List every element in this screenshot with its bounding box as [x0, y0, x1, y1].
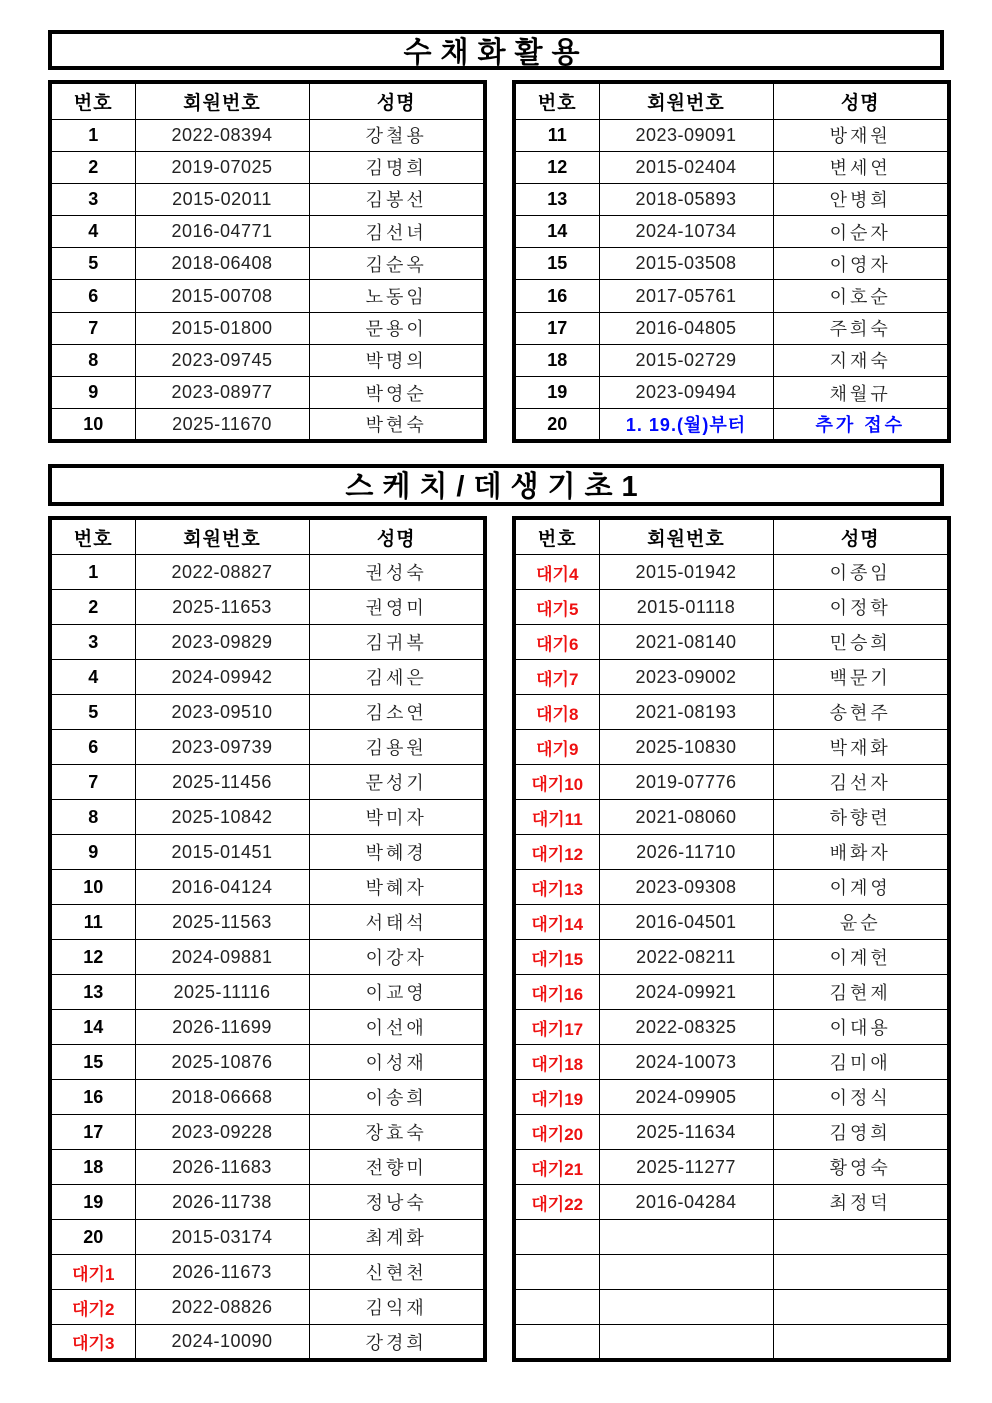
row-no-cell: 12	[50, 940, 135, 975]
header-no: 번호	[50, 82, 135, 119]
name-cell: 박미자	[309, 800, 485, 835]
row-no-cell: 13	[50, 975, 135, 1010]
member-id-cell: 2015-01118	[599, 590, 773, 625]
table-row	[514, 1290, 949, 1325]
name-cell: 이송희	[309, 1080, 485, 1115]
table-row	[50, 1290, 485, 1325]
table-row	[514, 800, 949, 835]
table-row	[514, 1255, 949, 1290]
name-cell: 이호순	[773, 280, 949, 312]
member-id-cell: 2023-09091	[599, 119, 773, 151]
table-row	[50, 660, 485, 695]
member-id-cell: 2023-08977	[135, 377, 309, 409]
table-row	[50, 377, 485, 409]
member-id-cell: 2026-11673	[135, 1255, 309, 1290]
table-row	[514, 248, 949, 280]
name-cell: 하향련	[773, 800, 949, 835]
table-row	[514, 555, 949, 590]
row-no-cell	[514, 1255, 599, 1290]
member-id-cell: 2024-09881	[135, 940, 309, 975]
table-row	[50, 1150, 485, 1185]
row-no-cell: 대기4	[514, 555, 599, 590]
member-id-cell: 2026-11710	[599, 835, 773, 870]
name-cell: 윤순	[773, 905, 949, 940]
table-row	[50, 695, 485, 730]
row-no-cell: 10	[50, 409, 135, 441]
name-cell: 김세은	[309, 660, 485, 695]
watercolor-table-left	[48, 80, 487, 443]
row-no-cell: 9	[50, 377, 135, 409]
name-cell: 전향미	[309, 1150, 485, 1185]
name-cell: 이종임	[773, 555, 949, 590]
row-no-cell: 20	[514, 409, 599, 441]
header-member-id: 회원번호	[135, 82, 309, 119]
name-cell: 박혜경	[309, 835, 485, 870]
table-row	[50, 312, 485, 344]
row-no-cell: 13	[514, 183, 599, 215]
row-no-cell: 2	[50, 151, 135, 183]
member-id-cell: 2024-09942	[135, 660, 309, 695]
member-id-cell: 2023-09308	[599, 870, 773, 905]
name-cell: 방재원	[773, 119, 949, 151]
header-member-id: 회원번호	[599, 518, 773, 555]
row-no-cell: 17	[514, 312, 599, 344]
member-id-cell: 2024-09905	[599, 1080, 773, 1115]
name-cell: 서태석	[309, 905, 485, 940]
sketch-tables	[48, 516, 944, 1362]
member-id-cell: 2023-09745	[135, 344, 309, 376]
table-row	[514, 870, 949, 905]
row-no-cell: 16	[50, 1080, 135, 1115]
member-id-cell: 2016-04284	[599, 1185, 773, 1220]
member-id-cell: 2025-10876	[135, 1045, 309, 1080]
table-row	[514, 1325, 949, 1360]
member-id-cell	[599, 1255, 773, 1290]
row-no-cell: 대기21	[514, 1150, 599, 1185]
row-no-cell: 대기1	[50, 1255, 135, 1290]
row-no-cell: 19	[50, 1185, 135, 1220]
table-row	[514, 377, 949, 409]
sketch-table-left	[48, 516, 487, 1362]
row-no-cell: 대기20	[514, 1115, 599, 1150]
header-name: 성명	[773, 518, 949, 555]
member-id-cell: 2023-09002	[599, 660, 773, 695]
table-row	[50, 975, 485, 1010]
name-cell: 김익재	[309, 1290, 485, 1325]
row-no-cell: 6	[50, 280, 135, 312]
name-cell: 최계화	[309, 1220, 485, 1255]
member-id-cell: 2016-04124	[135, 870, 309, 905]
table-row	[514, 409, 949, 441]
table-row	[50, 870, 485, 905]
member-id-cell: 2016-04501	[599, 905, 773, 940]
name-cell: 장효숙	[309, 1115, 485, 1150]
member-id-cell: 2021-08140	[599, 625, 773, 660]
name-cell: 김봉선	[309, 183, 485, 215]
name-cell: 문성기	[309, 765, 485, 800]
name-cell: 김용원	[309, 730, 485, 765]
member-id-cell: 2021-08060	[599, 800, 773, 835]
name-cell: 김명희	[309, 151, 485, 183]
name-cell: 문용이	[309, 312, 485, 344]
name-cell: 신현천	[309, 1255, 485, 1290]
row-no-cell: 대기15	[514, 940, 599, 975]
name-cell: 추가 접수	[773, 409, 949, 441]
name-cell: 강철용	[309, 119, 485, 151]
table-row	[514, 1220, 949, 1255]
table-row	[50, 216, 485, 248]
header-row	[514, 82, 949, 119]
table-row	[50, 555, 485, 590]
row-no-cell: 7	[50, 312, 135, 344]
sketch-table-right	[512, 516, 951, 1362]
member-id-cell: 2019-07025	[135, 151, 309, 183]
row-no-cell: 19	[514, 377, 599, 409]
member-id-cell: 2015-02011	[135, 183, 309, 215]
member-id-cell: 2026-11738	[135, 1185, 309, 1220]
row-no-cell: 12	[514, 151, 599, 183]
member-id-cell: 2015-03174	[135, 1220, 309, 1255]
name-cell: 노동임	[309, 280, 485, 312]
row-no-cell: 14	[50, 1010, 135, 1045]
row-no-cell: 대기10	[514, 765, 599, 800]
member-id-cell: 2015-01451	[135, 835, 309, 870]
table-row	[50, 1220, 485, 1255]
row-no-cell: 18	[50, 1150, 135, 1185]
name-cell: 권성숙	[309, 555, 485, 590]
table-row	[514, 216, 949, 248]
row-no-cell: 3	[50, 625, 135, 660]
name-cell: 채월규	[773, 377, 949, 409]
row-no-cell: 대기2	[50, 1290, 135, 1325]
table-row	[50, 248, 485, 280]
name-cell: 강경희	[309, 1325, 485, 1360]
row-no-cell: 1	[50, 119, 135, 151]
table-row	[50, 344, 485, 376]
table-row	[514, 975, 949, 1010]
name-cell: 박영순	[309, 377, 485, 409]
row-no-cell: 14	[514, 216, 599, 248]
member-id-cell: 2023-09739	[135, 730, 309, 765]
member-id-cell: 2025-10830	[599, 730, 773, 765]
member-id-cell: 2024-10090	[135, 1325, 309, 1360]
table-row	[514, 183, 949, 215]
table-row	[514, 730, 949, 765]
table-row	[514, 940, 949, 975]
header-member-id: 회원번호	[135, 518, 309, 555]
member-id-cell: 2015-02404	[599, 151, 773, 183]
row-no-cell: 대기16	[514, 975, 599, 1010]
member-id-cell: 2025-11634	[599, 1115, 773, 1150]
row-no-cell: 대기5	[514, 590, 599, 625]
table-row	[50, 1185, 485, 1220]
row-no-cell: 대기6	[514, 625, 599, 660]
row-no-cell: 5	[50, 695, 135, 730]
name-cell: 김영희	[773, 1115, 949, 1150]
member-id-cell: 2021-08193	[599, 695, 773, 730]
table-row	[50, 905, 485, 940]
table-row	[514, 905, 949, 940]
name-cell: 지재숙	[773, 344, 949, 376]
section-title-text: 스케치/데생기초1	[345, 471, 647, 504]
member-id-cell: 2018-06668	[135, 1080, 309, 1115]
name-cell: 김미애	[773, 1045, 949, 1080]
name-cell: 박명의	[309, 344, 485, 376]
header-member-id: 회원번호	[599, 82, 773, 119]
member-id-cell: 2025-11670	[135, 409, 309, 441]
name-cell: 김현제	[773, 975, 949, 1010]
name-cell: 김순옥	[309, 248, 485, 280]
header-no: 번호	[514, 82, 599, 119]
row-no-cell: 대기19	[514, 1080, 599, 1115]
table-row	[514, 660, 949, 695]
name-cell: 이영자	[773, 248, 949, 280]
member-id-cell: 2026-11699	[135, 1010, 309, 1045]
member-id-cell: 2025-11653	[135, 590, 309, 625]
row-no-cell	[514, 1220, 599, 1255]
member-id-cell: 2016-04805	[599, 312, 773, 344]
name-cell: 이계영	[773, 870, 949, 905]
table-row	[50, 1010, 485, 1045]
member-id-cell: 2024-10073	[599, 1045, 773, 1080]
name-cell: 이정식	[773, 1080, 949, 1115]
name-cell: 박현숙	[309, 409, 485, 441]
name-cell: 이교영	[309, 975, 485, 1010]
member-id-cell: 2024-09921	[599, 975, 773, 1010]
member-id-cell: 2022-08211	[599, 940, 773, 975]
row-no-cell	[514, 1290, 599, 1325]
name-cell: 배화자	[773, 835, 949, 870]
member-id-cell: 2022-08394	[135, 119, 309, 151]
name-cell: 최정덕	[773, 1185, 949, 1220]
table-row	[514, 835, 949, 870]
table-row	[514, 590, 949, 625]
name-cell: 변세연	[773, 151, 949, 183]
table-row	[514, 765, 949, 800]
member-id-cell: 2022-08827	[135, 555, 309, 590]
row-no-cell	[514, 1325, 599, 1360]
name-cell: 김선자	[773, 765, 949, 800]
member-id-cell	[599, 1220, 773, 1255]
name-cell: 박혜자	[309, 870, 485, 905]
table-row	[50, 151, 485, 183]
section-title-text: 수채화활용	[403, 36, 589, 69]
name-cell: 박재화	[773, 730, 949, 765]
header-no: 번호	[514, 518, 599, 555]
row-no-cell: 5	[50, 248, 135, 280]
table-row	[50, 1325, 485, 1360]
row-no-cell: 2	[50, 590, 135, 625]
table-row	[50, 800, 485, 835]
watercolor-tables	[48, 80, 944, 443]
member-id-cell: 2023-09228	[135, 1115, 309, 1150]
name-cell: 이강자	[309, 940, 485, 975]
row-no-cell: 16	[514, 280, 599, 312]
table-row	[50, 765, 485, 800]
table-row	[514, 1185, 949, 1220]
row-no-cell: 20	[50, 1220, 135, 1255]
header-row	[514, 518, 949, 555]
section-title-sketch	[48, 464, 944, 506]
row-no-cell: 대기17	[514, 1010, 599, 1045]
row-no-cell: 대기3	[50, 1325, 135, 1360]
row-no-cell: 4	[50, 216, 135, 248]
table-row	[50, 1255, 485, 1290]
name-cell: 김소연	[309, 695, 485, 730]
row-no-cell: 대기18	[514, 1045, 599, 1080]
table-row	[50, 183, 485, 215]
row-no-cell: 대기7	[514, 660, 599, 695]
table-row	[50, 1045, 485, 1080]
name-cell: 주희숙	[773, 312, 949, 344]
member-id-cell: 2015-01800	[135, 312, 309, 344]
table-row	[50, 940, 485, 975]
row-no-cell: 10	[50, 870, 135, 905]
header-name: 성명	[309, 82, 485, 119]
row-no-cell: 1	[50, 555, 135, 590]
member-id-cell: 2024-10734	[599, 216, 773, 248]
table-row	[50, 1115, 485, 1150]
name-cell: 이성재	[309, 1045, 485, 1080]
table-row	[514, 119, 949, 151]
table-row	[514, 1080, 949, 1115]
table-row	[514, 1150, 949, 1185]
name-cell: 이정학	[773, 590, 949, 625]
row-no-cell: 대기8	[514, 695, 599, 730]
name-cell: 이계헌	[773, 940, 949, 975]
row-no-cell: 3	[50, 183, 135, 215]
table-row	[514, 1045, 949, 1080]
member-id-cell: 2016-04771	[135, 216, 309, 248]
row-no-cell: 대기11	[514, 800, 599, 835]
table-row	[514, 1115, 949, 1150]
row-no-cell: 대기9	[514, 730, 599, 765]
row-no-cell: 15	[514, 248, 599, 280]
name-cell: 송현주	[773, 695, 949, 730]
header-name: 성명	[309, 518, 485, 555]
name-cell: 민승희	[773, 625, 949, 660]
member-id-cell: 2025-11116	[135, 975, 309, 1010]
member-id-cell: 2018-05893	[599, 183, 773, 215]
row-no-cell: 7	[50, 765, 135, 800]
member-id-cell: 2023-09510	[135, 695, 309, 730]
member-id-cell	[599, 1325, 773, 1360]
name-cell: 황영숙	[773, 1150, 949, 1185]
row-no-cell: 대기22	[514, 1185, 599, 1220]
name-cell	[773, 1325, 949, 1360]
name-cell	[773, 1290, 949, 1325]
member-id-cell: 2022-08826	[135, 1290, 309, 1325]
name-cell: 안병희	[773, 183, 949, 215]
member-id-cell: 2015-03508	[599, 248, 773, 280]
member-id-cell: 2023-09494	[599, 377, 773, 409]
member-id-cell: 2026-11683	[135, 1150, 309, 1185]
name-cell: 김선녀	[309, 216, 485, 248]
row-no-cell: 17	[50, 1115, 135, 1150]
name-cell: 권영미	[309, 590, 485, 625]
table-row	[50, 409, 485, 441]
member-id-cell: 2017-05761	[599, 280, 773, 312]
name-cell	[773, 1220, 949, 1255]
row-no-cell: 4	[50, 660, 135, 695]
member-id-cell: 2019-07776	[599, 765, 773, 800]
row-no-cell: 대기12	[514, 835, 599, 870]
watercolor-table-right	[512, 80, 951, 443]
member-id-cell: 2025-10842	[135, 800, 309, 835]
member-id-cell: 2025-11277	[599, 1150, 773, 1185]
row-no-cell: 대기13	[514, 870, 599, 905]
table-row	[50, 590, 485, 625]
table-row	[50, 280, 485, 312]
table-row	[514, 344, 949, 376]
member-id-cell: 2022-08325	[599, 1010, 773, 1045]
member-id-cell	[599, 1290, 773, 1325]
row-no-cell: 9	[50, 835, 135, 870]
header-row	[50, 518, 485, 555]
table-row	[50, 835, 485, 870]
row-no-cell: 대기14	[514, 905, 599, 940]
table-row	[514, 1010, 949, 1045]
table-row	[50, 625, 485, 660]
member-id-cell: 2018-06408	[135, 248, 309, 280]
table-row	[50, 119, 485, 151]
header-no: 번호	[50, 518, 135, 555]
header-name: 성명	[773, 82, 949, 119]
table-row	[514, 151, 949, 183]
member-id-cell: 2023-09829	[135, 625, 309, 660]
row-no-cell: 8	[50, 344, 135, 376]
row-no-cell: 11	[514, 119, 599, 151]
row-no-cell: 18	[514, 344, 599, 376]
table-row	[514, 280, 949, 312]
member-id-cell: 1. 19.(월)부터	[599, 409, 773, 441]
member-id-cell: 2015-00708	[135, 280, 309, 312]
row-no-cell: 6	[50, 730, 135, 765]
name-cell: 이대용	[773, 1010, 949, 1045]
name-cell: 김귀복	[309, 625, 485, 660]
table-row	[514, 695, 949, 730]
section-title-watercolor	[48, 30, 944, 70]
member-id-cell: 2015-02729	[599, 344, 773, 376]
table-row	[50, 1080, 485, 1115]
header-row	[50, 82, 485, 119]
row-no-cell: 11	[50, 905, 135, 940]
name-cell: 정낭숙	[309, 1185, 485, 1220]
member-id-cell: 2015-01942	[599, 555, 773, 590]
table-row	[514, 625, 949, 660]
name-cell	[773, 1255, 949, 1290]
name-cell: 이선애	[309, 1010, 485, 1045]
name-cell: 백문기	[773, 660, 949, 695]
member-id-cell: 2025-11563	[135, 905, 309, 940]
row-no-cell: 8	[50, 800, 135, 835]
row-no-cell: 15	[50, 1045, 135, 1080]
table-row	[514, 312, 949, 344]
member-id-cell: 2025-11456	[135, 765, 309, 800]
name-cell: 이순자	[773, 216, 949, 248]
table-row	[50, 730, 485, 765]
